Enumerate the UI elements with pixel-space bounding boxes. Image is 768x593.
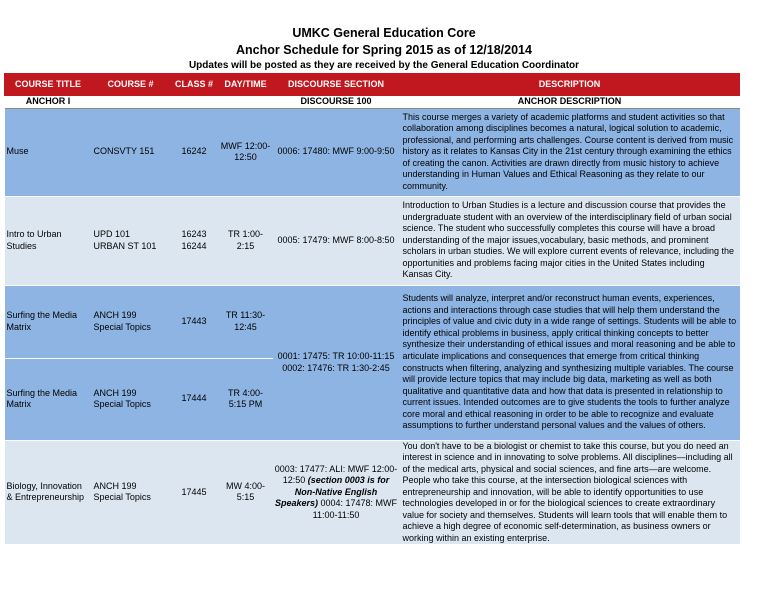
course-number [92, 358, 170, 440]
discourse-section: 0006: 17480: MWF 9:00-9:50 [273, 108, 400, 196]
course-title: Surfing the Media Matrix [5, 285, 92, 358]
course-number-line: Special Topics [93, 321, 151, 332]
col-discourse-section: DISCOURSE SECTION [273, 74, 400, 96]
non-native-note: (section 0003 is for Non-Native English Speakers) [274, 475, 390, 509]
course-number [92, 196, 170, 285]
discourse-section: 0005: 17479: MWF 8:00-8:50 [273, 196, 400, 285]
update-note: Updates will be posted as they are received by the General Education Coordinator [188, 60, 580, 71]
course-number [92, 440, 170, 544]
column-header-row [5, 74, 740, 96]
col-class-number: CLASS # [170, 74, 219, 96]
course-description: Introduction to Urban Studies is a lecture and discussion course that provides the undergraduate student with an overview of the interdisciplinary field of urban social science. The student who successfully completes this course will have a broad understanding of the major issues,vocabulary, basic methods, and prominent scholars in urban studies. We will explore current events of relevance, including the opportunities and problems facing major cities in the United States including Kansas City. [400, 196, 740, 285]
schedule-title: Anchor Schedule for Spring 2015 as of 12/18/2014 [236, 43, 532, 57]
course-description: This course merges a variety of academic platforms and student activities so that collaboration among disciplines becomes a natural, logical solution to academic, professional, and performing arts challenges. Course content is derived from music history as it relates to Kansas City in the 21st century through examining the ethics of creating the canon. Activities are drawn directly from music history to achieve understanding in Human Values and Ethical Reasoning as they relate to our community. [400, 108, 740, 196]
discourse-section [273, 285, 400, 440]
course-description: You don't have to be a biologist or chemist to take this course, but you do need an interest in science and in innovating to solve problems. All disciplines—including all of the medical arts, physical and social sciences, and fine arts—are welcome. People who take this course, at the intersection biological sciences with entrepreneurship and innovation, will be able to identify opportunities to use technologies developed in or for the biological sciences to create extraordinary value for society and themselves. Students will learn tools that will enable them to achieve a high degree of economic self-determination, as business owners or working within an existing enterprise. [400, 440, 740, 544]
day-time: TR 4:00-5:15 PM [219, 358, 273, 440]
col-course-title: COURSE TITLE [5, 74, 92, 96]
day-time: MWF 12:00-12:50 [219, 108, 273, 196]
anchor-schedule-table [4, 73, 740, 544]
day-time: MW 4:00-5:15 [219, 440, 273, 544]
anchor-description-label: ANCHOR DESCRIPTION [400, 96, 740, 109]
discourse-section [273, 440, 400, 544]
class-number [170, 196, 219, 285]
table-row [5, 440, 740, 544]
course-number-line: ANCH 199 [93, 310, 137, 320]
col-day-time: DAY/TIME [219, 74, 273, 96]
course-title: Muse [5, 108, 92, 196]
course-number-line: ANCH 199 [93, 480, 137, 491]
course-number-line: UPD 101 [93, 229, 131, 239]
discourse-line: 0004: 17478: MWF 11:00-11:50 [312, 498, 398, 520]
class-number: 17445 [170, 440, 219, 544]
course-number-line: Special Topics [93, 492, 151, 503]
course-number-line: Special Topics [93, 399, 151, 410]
col-course-number: COURSE # [92, 74, 170, 96]
class-number: 16242 [170, 108, 219, 196]
table-row [5, 108, 740, 196]
section-subheader-row [5, 96, 740, 109]
course-number [92, 285, 170, 358]
class-number: 17443 [170, 285, 219, 358]
discourse-line: 0002: 17476: TR 1:30-2:45 [282, 362, 390, 373]
course-title: Intro to Urban Studies [5, 196, 92, 285]
document-title: UMKC General Education Core [292, 26, 476, 40]
course-number: CONSVTY 151 [92, 108, 170, 196]
class-number-line: 16243 [181, 229, 207, 239]
class-number-line: 16244 [181, 240, 207, 251]
table-row [5, 285, 740, 358]
day-time: TR 11:30-12:45 [219, 285, 273, 358]
course-number-line: ANCH 199 [93, 387, 137, 398]
course-description: Students will analyze, interpret and/or reconstruct human events, experiences, actions and interactions through case studies that will help them understand the principles of value and civic duty in a wide range of settings. Students will be able to identify ethical problems in business, apply critical thinking concepts to better synthesize their understanding of ethical issues and moral reasoning and be able to articulate implications and consequences that emerge from critical thinking constructs when filtering, analyzing and synthesizing multiple variables. The course will provide lecture topics that may include big data, marketing as well as both qualitative and quantitative data and how that data is presented in relationship to current issues. Intended outcomes are to give students the tools to further analyze core moral and ethical reasoning in order to be able to recognize and evaluate assumptions to further understand personal values and the values of others. [400, 285, 740, 440]
discourse-label: DISCOURSE 100 [273, 96, 400, 109]
class-number: 17444 [170, 358, 219, 440]
col-description: DESCRIPTION [400, 74, 740, 96]
anchor-label: ANCHOR I [5, 96, 92, 109]
discourse-line: 0003: 17477: ALI: MWF 12:00-12:50 [274, 463, 398, 486]
day-time: TR 1:00-2:15 [219, 196, 273, 285]
course-number-line: URBAN ST 101 [93, 240, 157, 251]
discourse-line: 0001: 17475: TR 10:00-11:15 [277, 351, 395, 361]
table-row [5, 196, 740, 285]
course-title: Biology, Innovation & Entrepreneurship [5, 440, 92, 544]
course-title: Surfing the Media Matrix [5, 358, 92, 440]
